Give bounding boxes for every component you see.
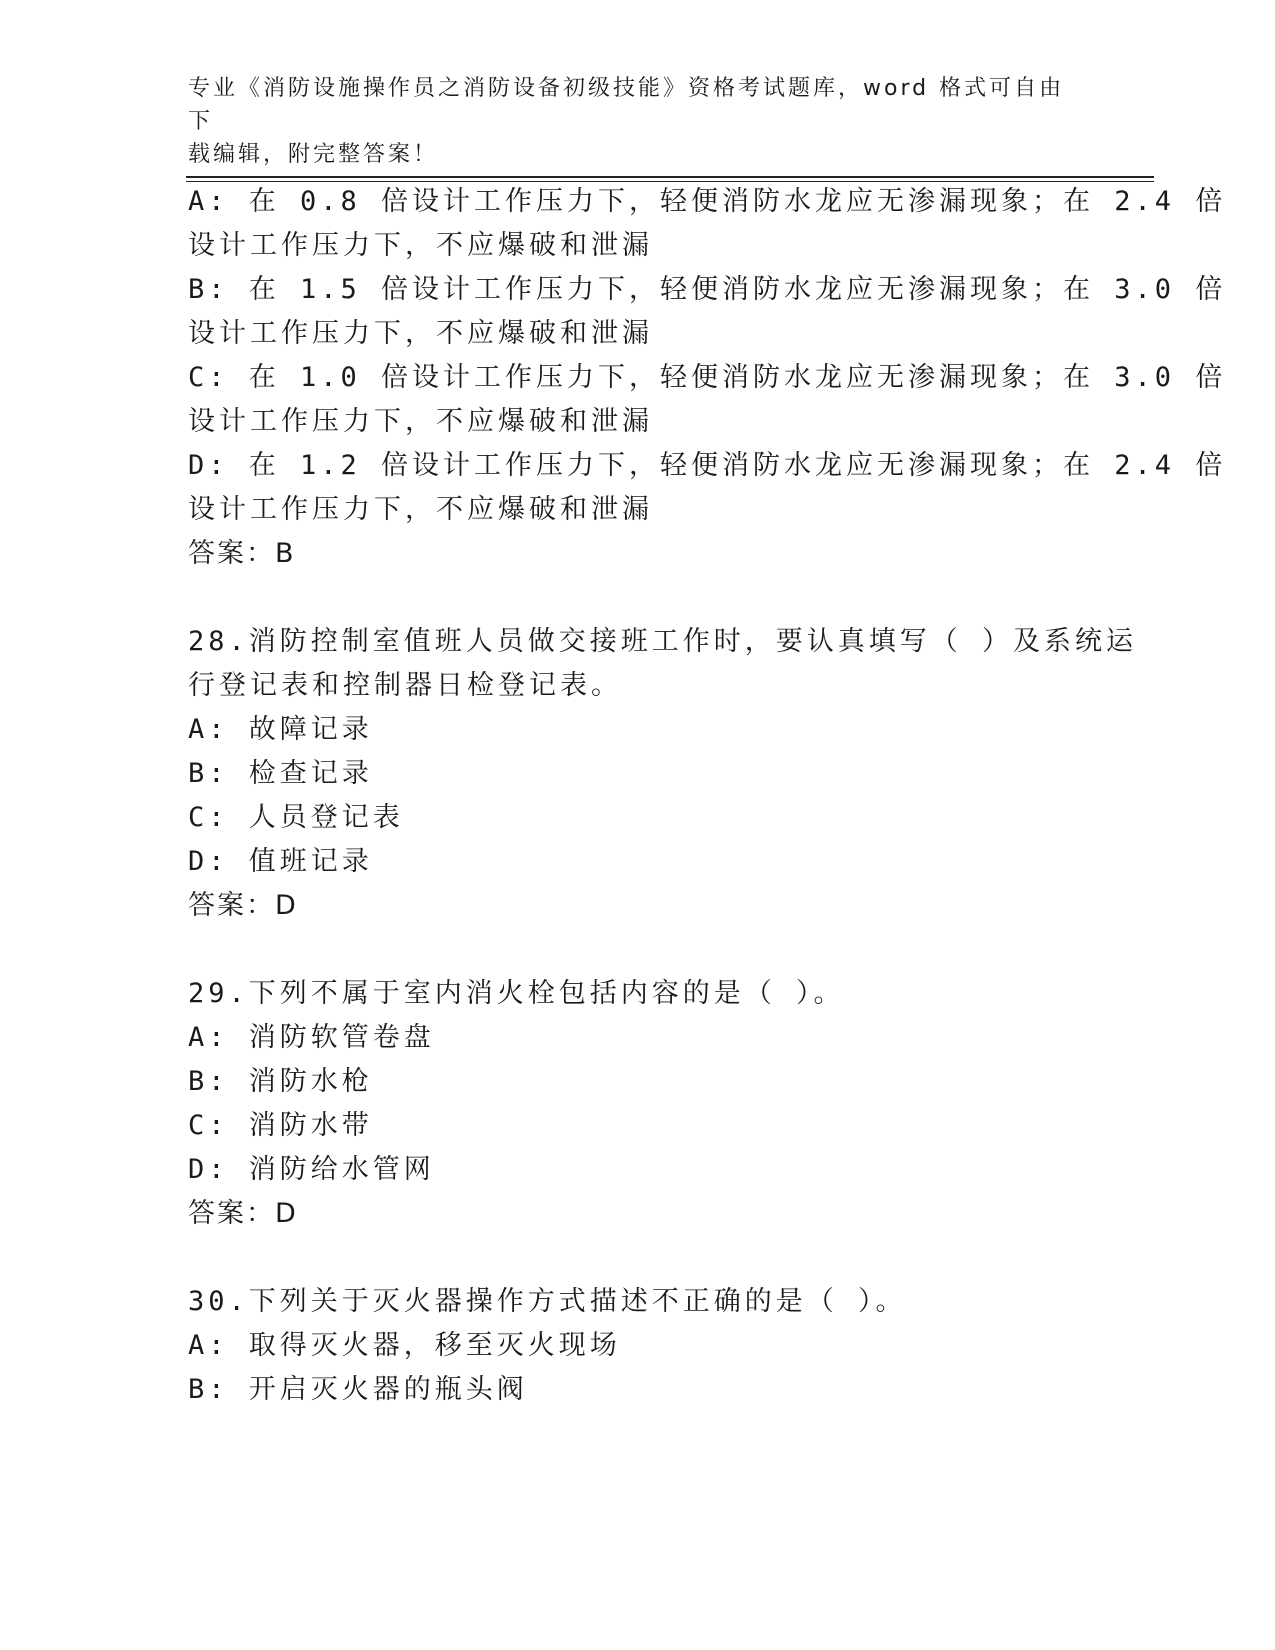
answer-29: 答案：D: [188, 1198, 298, 1229]
question-30-option-a: A: 取得灭火器，移至灭火现场: [188, 1330, 621, 1361]
question-28-option-a: A: 故障记录: [188, 714, 373, 745]
question-29-option-c: C: 消防水带: [188, 1110, 373, 1141]
header-divider: [186, 176, 1154, 178]
option-a-line-1: A: 在 0.8 倍设计工作压力下，轻便消防水龙应无渗漏现象；在 2.4 倍: [188, 186, 1227, 217]
option-b-line-1: B: 在 1.5 倍设计工作压力下，轻便消防水龙应无渗漏现象；在 3.0 倍: [188, 274, 1227, 305]
question-29-stem: 29.下列不属于室内消火栓包括内容的是（ ）。: [188, 978, 845, 1009]
option-c-line-2: 设计工作压力下，不应爆破和泄漏: [188, 406, 653, 437]
question-30-stem: 30.下列关于灭火器操作方式描述不正确的是（ ）。: [188, 1286, 907, 1317]
header-line-1: 专业《消防设施操作员之消防设备初级技能》资格考试题库，word 格式可自由下: [188, 76, 1065, 134]
header-divider-thin: [186, 181, 1154, 182]
option-a-line-2: 设计工作压力下，不应爆破和泄漏: [188, 230, 653, 261]
question-28-stem-line-2: 行登记表和控制器日检登记表。: [188, 670, 622, 701]
question-29-option-d: D: 消防给水管网: [188, 1154, 435, 1185]
question-29-option-a: A: 消防软管卷盘: [188, 1022, 435, 1053]
header-line-2: 载编辑，附完整答案！: [188, 142, 439, 167]
option-d-line-2: 设计工作压力下，不应爆破和泄漏: [188, 494, 653, 525]
question-28-option-c: C: 人员登记表: [188, 802, 404, 833]
document-header: [188, 72, 1088, 171]
question-29-option-b: B: 消防水枪: [188, 1066, 373, 1097]
question-28-option-b: B: 检查记录: [188, 758, 373, 789]
answer-27: 答案：B: [188, 538, 296, 569]
option-d-line-1: D: 在 1.2 倍设计工作压力下，轻便消防水龙应无渗漏现象；在 2.4 倍: [188, 450, 1227, 481]
question-28-option-d: D: 值班记录: [188, 846, 373, 877]
question-30-option-b: B: 开启灭火器的瓶头阀: [188, 1374, 528, 1405]
answer-28: 答案：D: [188, 890, 298, 921]
option-c-line-1: C: 在 1.0 倍设计工作压力下，轻便消防水龙应无渗漏现象；在 3.0 倍: [188, 362, 1227, 393]
question-28-stem-line-1: 28.消防控制室值班人员做交接班工作时，要认真填写（ ）及系统运: [188, 626, 1138, 657]
option-b-line-2: 设计工作压力下，不应爆破和泄漏: [188, 318, 653, 349]
